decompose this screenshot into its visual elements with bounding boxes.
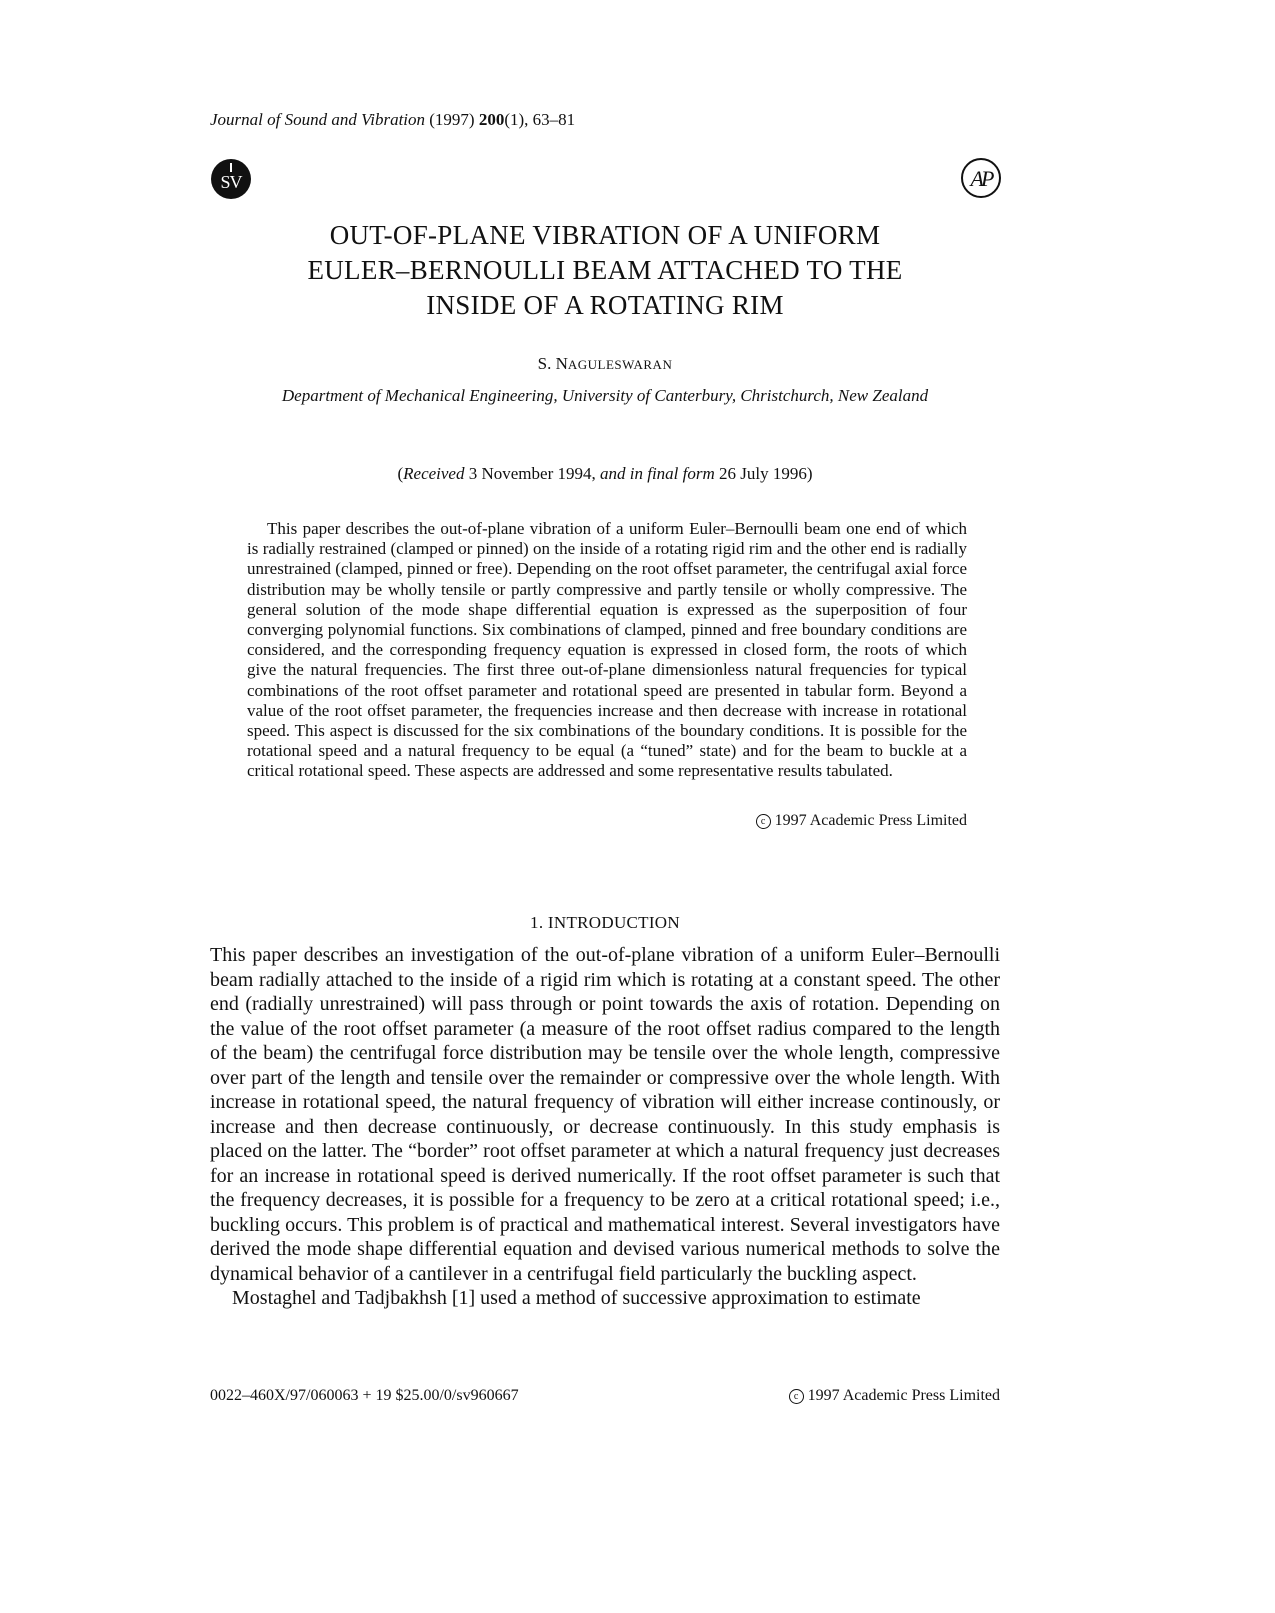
sv-logo-mark xyxy=(230,163,232,172)
footer-copyright-text: 1997 Academic Press Limited xyxy=(807,1387,1000,1404)
ap-logo-text: AP xyxy=(970,166,992,191)
journal-year: (1997) xyxy=(429,110,475,129)
author-surname-smallcaps: AGULESWARAN xyxy=(567,357,673,372)
journal-name: Journal of Sound and Vibration xyxy=(210,110,426,129)
sv-logo-text: SV xyxy=(220,172,242,192)
footer-copyright xyxy=(760,1387,1000,1405)
title-line: OUT-OF-PLANE VIBRATION OF A UNIFORM xyxy=(329,220,881,250)
title-line: INSIDE OF A ROTATING RIM xyxy=(426,290,784,320)
footer-code: 0022–460X/97/060063 + 19 $25.00/0/sv960667 xyxy=(210,1387,519,1404)
paper-title xyxy=(200,218,1010,323)
body-paragraph: This paper describes an investigation of the out-of-plane vibration of a uniform Euler–Bernoulli beam radially attached to the inside of a rigid rim which is rotating at a constant speed. The other end (radially unrestrained) will pass through or point towards the axis of rotation. Depending on the value of the root offset parameter (a measure of the root offset radius compared to the length of the beam) the centrifugal force distribution may be tensile over the whole length, compressive over part of the length and tensile over the remainder or compressive over the whole length. With increase in rotational speed, the natural frequency of vibration will either increase continously, or increase and then decrease continuously, or decrease continuously. In this study emphasis is placed on the latter. The “border” root offset parameter at which a natural frequency just decreases for an increase in rotational speed is derived numerically. If the root offset parameter is such that the frequency decreases, it is possible for a frequency to be zero at a critical rotational speed; i.e., buckling occurs. This problem is of practical and mathematical interest. Several investigators have derived the mode shape differential equation and devised various numerical methods to solve the dynamical behavior of a cantilever in a centrifugal field particularly the buckling aspect. xyxy=(210,944,1000,1285)
final-form-date: 26 July 1996) xyxy=(714,464,813,483)
received-dates xyxy=(200,464,1010,484)
journal-citation xyxy=(210,110,575,130)
author-initial: S. N xyxy=(537,354,568,373)
body-paragraph: Mostaghel and Tadjbakhsh [1] used a method of successive approximation to estimate xyxy=(232,1287,921,1309)
journal-volume: 200 xyxy=(478,110,505,129)
section-heading: 1. INTRODUCTION xyxy=(530,913,680,932)
abstract: This paper describes the out-of-plane vibration of a uniform Euler–Bernoulli beam one end of which is radially restrained (clamped or pinned) on the inside of a rotating rigid rim and the other end is radially unrestrained (clamped, pinned or free). Depending on the root offset parameter, the centrifugal axial force distribution may be wholly tensile or partly compressive and partly tensile or wholly compressive. The general solution of the mode shape differential equation is expressed as the superposition of four converging polynomial functions. Six combinations of clamped, pinned and free boundary conditions are considered, and the corresponding frequency equation is expressed in closed form, the roots of which give the natural frequencies. The first three out-of-plane dimensionless natural frequencies for typical combinations of the root offset parameter and rotational speed are presented in tabular form. Beyond a value of the root offset parameter, the frequencies increase and then decrease with increase in rotational speed. This aspect is discussed for the six combinations of the boundary conditions. It is possible for the rotational speed and a natural frequency to be equal (a “tuned” state) and for the beam to buckle at a critical rotational speed. These aspects are addressed and some representative results tabulated. xyxy=(247,519,967,781)
received-label: Received xyxy=(403,464,465,483)
journal-issue-pages: (1), 63–81 xyxy=(504,110,576,129)
received-date: 3 November 1994, xyxy=(464,464,600,483)
copyright-icon: c xyxy=(789,1389,804,1404)
sv-logo xyxy=(211,159,251,199)
abstract-copyright-text: 1997 Academic Press Limited xyxy=(774,812,967,829)
copyright-icon: c xyxy=(756,814,771,829)
ap-logo xyxy=(961,158,1001,198)
body-text xyxy=(210,943,1000,1311)
author-name xyxy=(200,354,1010,374)
affiliation: Department of Mechanical Engineering, University of Canterbury, Christchurch, New Zealand xyxy=(281,386,929,405)
abstract-copyright xyxy=(700,812,967,830)
final-form-label: and in final form xyxy=(600,464,715,483)
received-open: ( xyxy=(397,464,404,483)
title-line: EULER–BERNOULLI BEAM ATTACHED TO THE xyxy=(307,255,903,285)
